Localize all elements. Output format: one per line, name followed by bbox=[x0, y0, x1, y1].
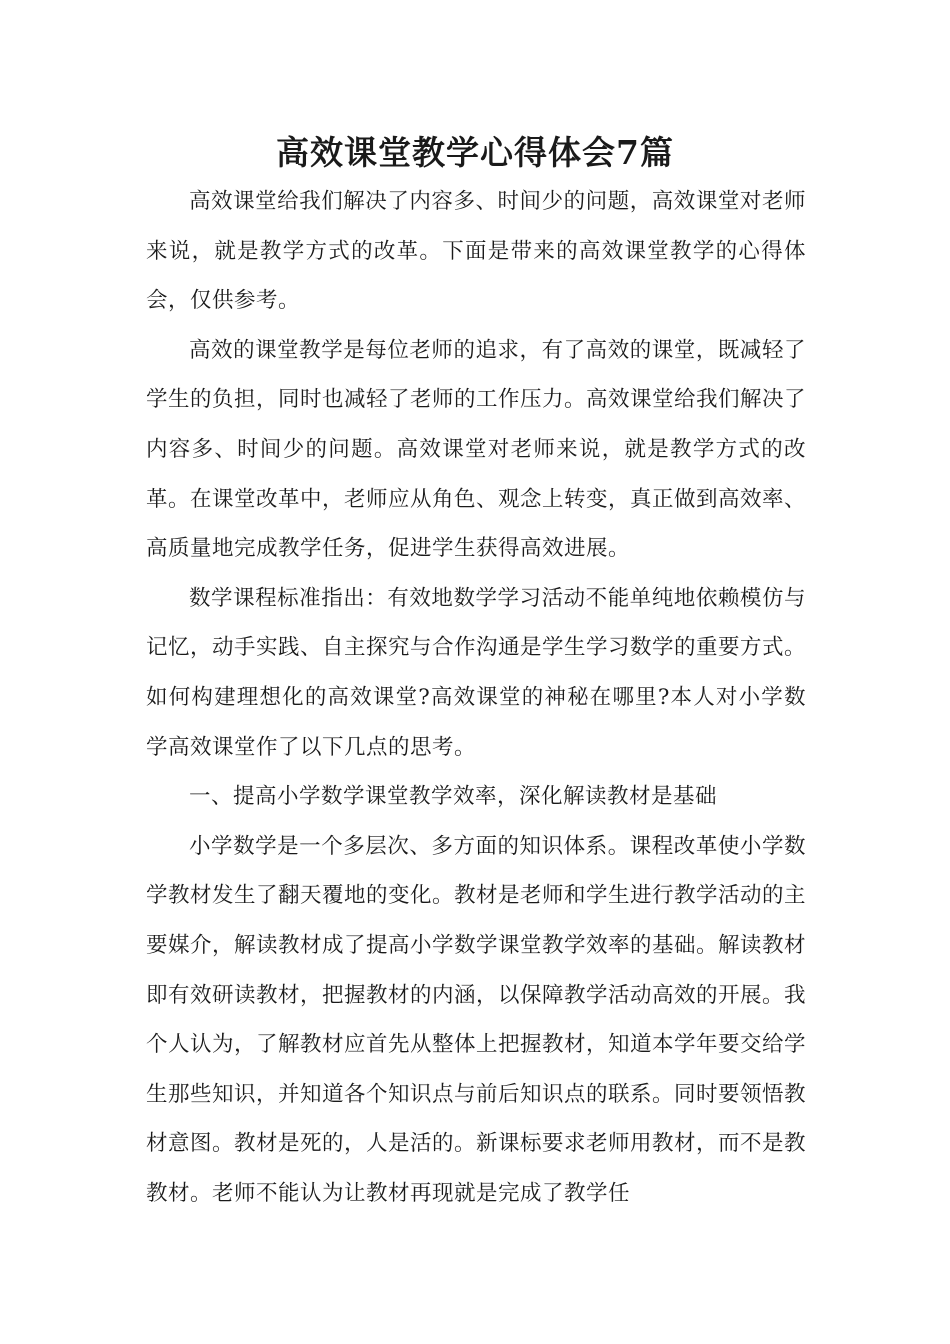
paragraph-curriculum-standard: 数学课程标准指出：有效地数学学习活动不能单纯地依赖模仿与记忆，动手实践、自主探究与合作沟通是学生学习数学的重要方式。如何构建理想化的高效课堂?高效课堂的神秘在哪里?本人对小学数学高效课堂作了以下几点的思考。 bbox=[146, 585, 807, 760]
paragraph-intro: 高效课堂给我们解决了内容多、时间少的问题，高效课堂对老师来说，就是教学方式的改革。下面是带来的高效课堂教学的心得体会，仅供参考。 bbox=[146, 189, 806, 314]
paragraph-textbook-analysis: 小学数学是一个多层次、多方面的知识体系。课程改革使小学数学教材发生了翻天覆地的变化。教材是老师和学生进行教学活动的主要媒介，解读教材成了提高小学数学课堂教学效率的基础。解读教材即有效研读教材，把握教材的内涵，以保障教学活动高效的开展。我个人认为，了解教材应首先从整体上把握教材，知道本学年要交给学生那些知识，并知道各个知识点与前后知识点的联系。同时要领悟教材意图。教材是死的，人是活的。新课标要求老师用教材，而不是教教材。老师不能认为让教材再现就是完成了教学任 bbox=[146, 833, 807, 1206]
document-title: 高效课堂教学心得体会7篇 bbox=[276, 133, 674, 172]
document-body bbox=[146, 177, 806, 1218]
section-heading-1: 一、提高小学数学课堂教学效率，深化解读教材是基础 bbox=[189, 784, 718, 810]
paragraph-efficient-teaching: 高效的课堂教学是每位老师的追求，有了高效的课堂，既减轻了学生的负担，同时也减轻了老师的工作压力。高效课堂给我们解决了内容多、时间少的问题。高效课堂对老师来说，就是教学方式的改革。在课堂改革中，老师应从角色、观念上转变，真正做到高效率、高质量地完成教学任务，促进学生获得高效进展。 bbox=[146, 337, 807, 562]
